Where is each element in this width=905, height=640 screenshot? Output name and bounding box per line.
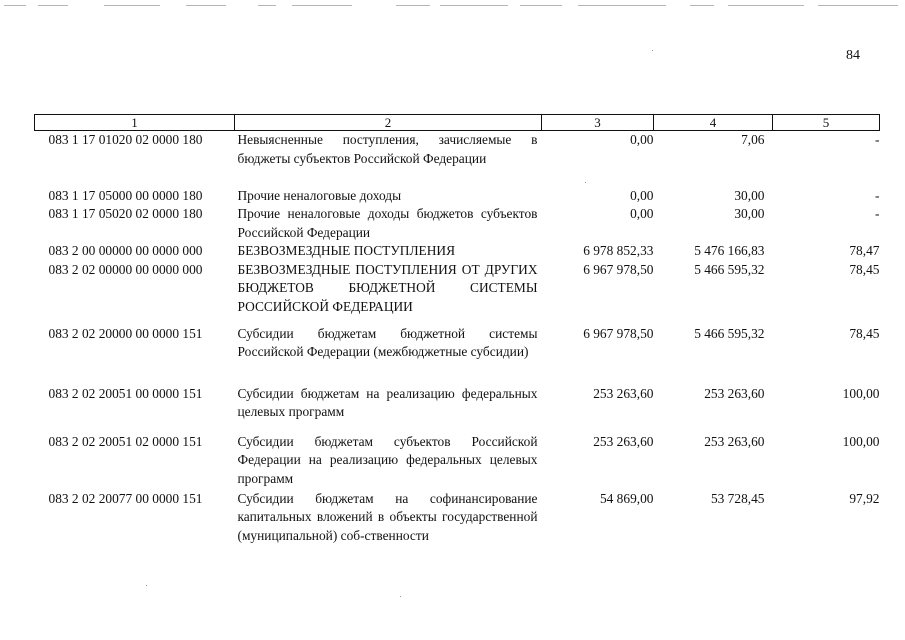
budget-code-cell: 083 2 02 20051 02 0000 151 [48, 433, 203, 449]
budget-code-cell: 083 2 02 20000 00 0000 151 [48, 325, 203, 341]
header-cell: 2 [235, 115, 542, 131]
value-cell-col5: 97,92 [849, 490, 880, 506]
revenue-name-cell: Субсидии бюджетам на софинансирование капитальных вложений в объекты государственной (муниципальной) соб-ственности [237, 490, 538, 543]
value-cell-col5: - [875, 206, 880, 221]
table-row [35, 205, 880, 242]
budget-code-cell: 083 2 02 20077 00 0000 151 [48, 490, 203, 506]
value-cell-col4: 30,00 [734, 187, 765, 203]
value-cell-col3: 0,00 [630, 187, 654, 203]
value-cell-col4: 253 263,60 [704, 385, 765, 401]
budget-code-cell: 083 2 02 20051 00 0000 151 [48, 385, 203, 401]
table-row [35, 261, 880, 325]
value-cell-col4: 30,00 [734, 206, 765, 221]
value-cell-col3: 6 967 978,50 [583, 325, 654, 341]
budget-code-cell: 083 1 17 05000 00 0000 180 [48, 187, 203, 203]
header-cell: 4 [654, 115, 773, 131]
revenue-name-cell: Субсидии бюджетам на реализацию федеральных целевых программ [237, 385, 538, 419]
value-cell-col3: 253 263,60 [593, 385, 654, 401]
budget-code-cell: 083 2 00 00000 00 0000 000 [48, 243, 203, 258]
header-row [35, 115, 880, 131]
value-cell-col4: 7,06 [741, 132, 765, 147]
value-cell-col3: 6 967 978,50 [583, 261, 654, 277]
header-cell: 3 [542, 115, 654, 131]
value-cell-col4: 5 466 595,32 [694, 325, 765, 341]
value-cell-col3: 6 978 852,33 [583, 243, 654, 258]
scan-speck [652, 50, 653, 51]
scan-speck [400, 596, 401, 597]
table-row [35, 325, 880, 385]
header-cell: 5 [773, 115, 880, 131]
revenue-name-cell: Прочие неналоговые доходы [237, 187, 402, 203]
revenue-name-cell: Субсидии бюджетам субъектов Российской Федерации на реализацию федеральных целевых программ [237, 433, 538, 486]
scan-artifact-line [0, 0, 905, 10]
value-cell-col3: 0,00 [630, 206, 654, 221]
value-cell-col5: 78,45 [849, 261, 880, 277]
revenue-name-cell: Невыясненные поступления, зачисляемые в бюджеты субъектов Российской Федерации [237, 132, 538, 166]
revenue-name-cell: Прочие неналоговые доходы бюджетов субъектов Российской Федерации [237, 206, 538, 240]
value-cell-col5: - [875, 187, 880, 203]
revenue-name-cell: Субсидии бюджетам бюджетной системы Российской Федерации (межбюджетные субсидии) [237, 325, 538, 359]
value-cell-col5: 78,47 [849, 243, 880, 258]
revenue-name-cell: БЕЗВОЗМЕЗДНЫЕ ПОСТУПЛЕНИЯ [237, 243, 455, 258]
header-cell: 1 [35, 115, 235, 131]
revenue-name-cell: БЕЗВОЗМЕЗДНЫЕ ПОСТУПЛЕНИЯ ОТ ДРУГИХ БЮДЖЕТОВ БЮДЖЕТНОЙ СИСТЕМЫ РОССИЙСКОЙ ФЕДЕРАЦИИ [237, 261, 538, 314]
table-row [35, 433, 880, 490]
table-row [35, 131, 880, 187]
value-cell-col3: 0,00 [630, 132, 654, 147]
value-cell-col5: 100,00 [842, 433, 880, 449]
value-cell-col3: 54 869,00 [599, 490, 654, 506]
value-cell-col3: 253 263,60 [593, 433, 654, 449]
table-row [35, 385, 880, 433]
value-cell-col5: 78,45 [849, 325, 880, 341]
budget-code-cell: 083 1 17 01020 02 0000 180 [48, 132, 203, 147]
table-row [35, 242, 880, 261]
value-cell-col4: 5 466 595,32 [694, 261, 765, 277]
value-cell-col4: 253 263,60 [704, 433, 765, 449]
budget-code-cell: 083 1 17 05020 02 0000 180 [48, 206, 203, 221]
table-row [35, 187, 880, 206]
value-cell-col5: - [875, 132, 880, 147]
budget-revenue-table [34, 114, 880, 545]
page-number: 84 [846, 48, 860, 63]
table-row [35, 490, 880, 546]
budget-code-cell: 083 2 02 00000 00 0000 000 [48, 261, 203, 277]
value-cell-col4: 5 476 166,83 [694, 243, 765, 258]
value-cell-col5: 100,00 [842, 385, 880, 401]
scan-speck [146, 585, 147, 586]
value-cell-col4: 53 728,45 [710, 490, 765, 506]
